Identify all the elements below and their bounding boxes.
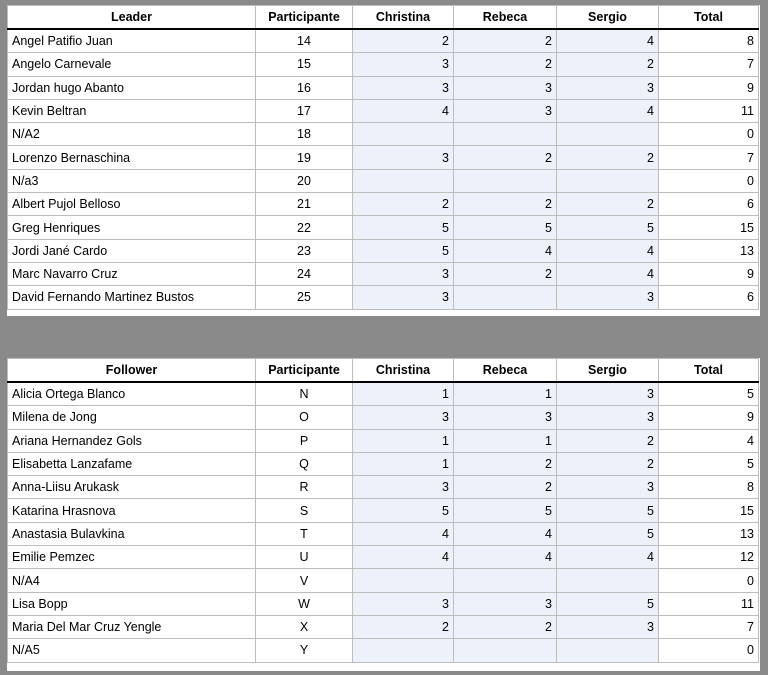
leader-table-panel	[7, 5, 760, 316]
follower-cell-christina[interactable]: 4	[353, 546, 454, 569]
follower-cell-total[interactable]: 0	[659, 639, 759, 662]
follower-cell-rebeca[interactable]: 1	[454, 429, 557, 452]
follower-table	[7, 358, 759, 663]
follower-cell-participante[interactable]: U	[256, 546, 353, 569]
follower-cell-rebeca[interactable]: 3	[454, 406, 557, 429]
follower-cell-rebeca[interactable]: 2	[454, 615, 557, 638]
follower-cell-total[interactable]: 8	[659, 476, 759, 499]
follower-cell-name[interactable]: Alicia Ortega Blanco	[8, 382, 256, 406]
leader-cell-christina[interactable]: 3	[353, 53, 454, 76]
leader-cell-sergio[interactable]	[557, 123, 659, 146]
table-row	[8, 476, 759, 499]
leader-cell-total[interactable]: 7	[659, 53, 759, 76]
leader-header-christina[interactable]: Christina	[353, 6, 454, 30]
follower-cell-name[interactable]: N/A5	[8, 639, 256, 662]
follower-cell-total[interactable]: 5	[659, 382, 759, 406]
follower-cell-sergio[interactable]: 3	[557, 406, 659, 429]
leader-cell-total[interactable]: 6	[659, 193, 759, 216]
table-row	[8, 406, 759, 429]
leader-cell-rebeca[interactable]	[454, 123, 557, 146]
follower-cell-sergio[interactable]	[557, 569, 659, 592]
leader-cell-name[interactable]: Jordan hugo Abanto	[8, 76, 256, 99]
leader-cell-participante[interactable]: 18	[256, 123, 353, 146]
leader-cell-sergio[interactable]: 4	[557, 239, 659, 262]
table-row	[8, 29, 759, 53]
leader-cell-rebeca[interactable]: 3	[454, 99, 557, 122]
leader-cell-christina[interactable]: 3	[353, 262, 454, 285]
leader-header-total[interactable]: Total	[659, 6, 759, 30]
leader-cell-name[interactable]: Angelo Carnevale	[8, 53, 256, 76]
leader-cell-participante[interactable]: 16	[256, 76, 353, 99]
table-row	[8, 546, 759, 569]
follower-cell-sergio[interactable]: 5	[557, 592, 659, 615]
table-row	[8, 216, 759, 239]
leader-cell-rebeca[interactable]: 2	[454, 29, 557, 53]
follower-cell-christina[interactable]: 3	[353, 406, 454, 429]
follower-header-participante[interactable]: Participante	[256, 359, 353, 383]
follower-cell-participante[interactable]: X	[256, 615, 353, 638]
leader-cell-rebeca[interactable]	[454, 286, 557, 309]
table-row	[8, 569, 759, 592]
leader-cell-name[interactable]: Angel Patifio Juan	[8, 29, 256, 53]
leader-cell-sergio[interactable]: 2	[557, 53, 659, 76]
follower-cell-christina[interactable]: 2	[353, 615, 454, 638]
follower-table-panel	[7, 358, 760, 671]
table-row	[8, 382, 759, 406]
follower-cell-sergio[interactable]: 3	[557, 476, 659, 499]
follower-cell-name[interactable]: Maria Del Mar Cruz Yengle	[8, 615, 256, 638]
leader-cell-participante[interactable]: 14	[256, 29, 353, 53]
follower-cell-sergio[interactable]: 2	[557, 429, 659, 452]
follower-cell-participante[interactable]: T	[256, 522, 353, 545]
leader-cell-name[interactable]: Marc Navarro Cruz	[8, 262, 256, 285]
follower-header-row	[8, 359, 759, 383]
leader-cell-rebeca[interactable]	[454, 169, 557, 192]
leader-cell-total[interactable]: 9	[659, 262, 759, 285]
follower-cell-participante[interactable]: S	[256, 499, 353, 522]
leader-cell-participante[interactable]: 21	[256, 193, 353, 216]
follower-cell-sergio[interactable]: 3	[557, 382, 659, 406]
leader-header-rebeca[interactable]: Rebeca	[454, 6, 557, 30]
leader-cell-sergio[interactable]: 2	[557, 146, 659, 169]
follower-cell-name[interactable]: Anastasia Bulavkina	[8, 522, 256, 545]
leader-cell-name[interactable]: N/A2	[8, 123, 256, 146]
follower-cell-christina[interactable]: 4	[353, 522, 454, 545]
follower-cell-name[interactable]: Elisabetta Lanzafame	[8, 452, 256, 475]
leader-cell-sergio[interactable]: 2	[557, 193, 659, 216]
table-row	[8, 429, 759, 452]
leader-cell-participante[interactable]: 15	[256, 53, 353, 76]
follower-cell-sergio[interactable]: 4	[557, 546, 659, 569]
follower-header-name[interactable]: Follower	[8, 359, 256, 383]
follower-cell-christina[interactable]: 5	[353, 499, 454, 522]
follower-header-sergio[interactable]: Sergio	[557, 359, 659, 383]
follower-cell-christina[interactable]	[353, 569, 454, 592]
table-row	[8, 193, 759, 216]
follower-cell-sergio[interactable]: 5	[557, 522, 659, 545]
table-row	[8, 123, 759, 146]
leader-cell-name[interactable]: Jordi Jané Cardo	[8, 239, 256, 262]
leader-cell-rebeca[interactable]: 5	[454, 216, 557, 239]
follower-cell-name[interactable]: Lisa Bopp	[8, 592, 256, 615]
leader-header-row	[8, 6, 759, 30]
follower-cell-christina[interactable]: 1	[353, 429, 454, 452]
table-row	[8, 499, 759, 522]
leader-cell-sergio[interactable]: 3	[557, 76, 659, 99]
follower-cell-name[interactable]: N/A4	[8, 569, 256, 592]
leader-cell-rebeca[interactable]: 2	[454, 146, 557, 169]
leader-cell-name[interactable]: Albert Pujol Belloso	[8, 193, 256, 216]
follower-cell-rebeca[interactable]: 4	[454, 546, 557, 569]
leader-cell-name[interactable]: David Fernando Martinez Bustos	[8, 286, 256, 309]
leader-cell-christina[interactable]: 2	[353, 29, 454, 53]
table-row	[8, 99, 759, 122]
follower-cell-participante[interactable]: R	[256, 476, 353, 499]
table-row	[8, 169, 759, 192]
leader-cell-sergio[interactable]: 4	[557, 99, 659, 122]
follower-cell-sergio[interactable]: 5	[557, 499, 659, 522]
follower-cell-name[interactable]: Katarina Hrasnova	[8, 499, 256, 522]
follower-cell-participante[interactable]: N	[256, 382, 353, 406]
leader-cell-sergio[interactable]: 4	[557, 29, 659, 53]
follower-cell-rebeca[interactable]: 5	[454, 499, 557, 522]
leader-header-sergio[interactable]: Sergio	[557, 6, 659, 30]
follower-cell-rebeca[interactable]: 2	[454, 476, 557, 499]
follower-cell-participante[interactable]: V	[256, 569, 353, 592]
leader-cell-participante[interactable]: 23	[256, 239, 353, 262]
follower-header-christina[interactable]: Christina	[353, 359, 454, 383]
leader-cell-christina[interactable]: 2	[353, 193, 454, 216]
leader-cell-participante[interactable]: 22	[256, 216, 353, 239]
follower-cell-christina[interactable]	[353, 639, 454, 662]
table-row	[8, 76, 759, 99]
follower-cell-rebeca[interactable]	[454, 569, 557, 592]
table-row	[8, 239, 759, 262]
leader-cell-christina[interactable]: 3	[353, 146, 454, 169]
follower-cell-christina[interactable]: 1	[353, 452, 454, 475]
follower-cell-sergio[interactable]: 2	[557, 452, 659, 475]
leader-cell-name[interactable]: Kevin Beltran	[8, 99, 256, 122]
leader-cell-name[interactable]: N/a3	[8, 169, 256, 192]
leader-cell-participante[interactable]: 25	[256, 286, 353, 309]
follower-cell-rebeca[interactable]: 2	[454, 452, 557, 475]
leader-cell-total[interactable]: 9	[659, 76, 759, 99]
leader-cell-sergio[interactable]: 4	[557, 262, 659, 285]
leader-cell-participante[interactable]: 24	[256, 262, 353, 285]
follower-cell-name[interactable]: Emilie Pemzec	[8, 546, 256, 569]
leader-cell-total[interactable]: 7	[659, 146, 759, 169]
leader-cell-rebeca[interactable]: 4	[454, 239, 557, 262]
follower-cell-participante[interactable]: O	[256, 406, 353, 429]
table-row	[8, 592, 759, 615]
leader-cell-participante[interactable]: 19	[256, 146, 353, 169]
follower-cell-participante[interactable]: Q	[256, 452, 353, 475]
follower-cell-name[interactable]: Ariana Hernandez Gols	[8, 429, 256, 452]
leader-cell-total[interactable]: 0	[659, 123, 759, 146]
follower-cell-sergio[interactable]: 3	[557, 615, 659, 638]
leader-cell-christina[interactable]	[353, 123, 454, 146]
table-row	[8, 262, 759, 285]
follower-cell-sergio[interactable]	[557, 639, 659, 662]
follower-cell-total[interactable]: 11	[659, 592, 759, 615]
leader-cell-total[interactable]: 15	[659, 216, 759, 239]
leader-cell-sergio[interactable]: 3	[557, 286, 659, 309]
follower-cell-total[interactable]: 0	[659, 569, 759, 592]
follower-cell-total[interactable]: 4	[659, 429, 759, 452]
leader-cell-rebeca[interactable]: 2	[454, 193, 557, 216]
leader-cell-christina[interactable]: 3	[353, 286, 454, 309]
table-row	[8, 452, 759, 475]
leader-cell-christina[interactable]: 5	[353, 216, 454, 239]
table-row	[8, 286, 759, 309]
follower-cell-participante[interactable]: P	[256, 429, 353, 452]
follower-cell-christina[interactable]: 3	[353, 476, 454, 499]
follower-cell-total[interactable]: 13	[659, 522, 759, 545]
leader-header-participante[interactable]: Participante	[256, 6, 353, 30]
follower-cell-name[interactable]: Anna-Liisu Arukask	[8, 476, 256, 499]
follower-cell-total[interactable]: 9	[659, 406, 759, 429]
follower-cell-total[interactable]: 15	[659, 499, 759, 522]
leader-cell-rebeca[interactable]: 2	[454, 262, 557, 285]
follower-header-rebeca[interactable]: Rebeca	[454, 359, 557, 383]
leader-cell-participante[interactable]: 17	[256, 99, 353, 122]
leader-cell-name[interactable]: Greg Henriques	[8, 216, 256, 239]
leader-cell-total[interactable]: 0	[659, 169, 759, 192]
table-row	[8, 522, 759, 545]
leader-cell-total[interactable]: 13	[659, 239, 759, 262]
follower-cell-christina[interactable]: 3	[353, 592, 454, 615]
leader-table	[7, 5, 759, 310]
leader-cell-rebeca[interactable]: 2	[454, 53, 557, 76]
follower-cell-participante[interactable]: W	[256, 592, 353, 615]
follower-cell-rebeca[interactable]	[454, 639, 557, 662]
leader-cell-christina[interactable]: 4	[353, 99, 454, 122]
follower-cell-rebeca[interactable]: 3	[454, 592, 557, 615]
follower-header-total[interactable]: Total	[659, 359, 759, 383]
follower-cell-total[interactable]: 7	[659, 615, 759, 638]
follower-cell-total[interactable]: 5	[659, 452, 759, 475]
leader-cell-christina[interactable]: 3	[353, 76, 454, 99]
follower-cell-christina[interactable]: 1	[353, 382, 454, 406]
leader-cell-christina[interactable]: 5	[353, 239, 454, 262]
table-row	[8, 53, 759, 76]
leader-cell-participante[interactable]: 20	[256, 169, 353, 192]
table-row	[8, 615, 759, 638]
table-row	[8, 639, 759, 662]
leader-cell-christina[interactable]	[353, 169, 454, 192]
follower-cell-rebeca[interactable]: 4	[454, 522, 557, 545]
follower-cell-total[interactable]: 12	[659, 546, 759, 569]
leader-cell-total[interactable]: 6	[659, 286, 759, 309]
leader-cell-rebeca[interactable]: 3	[454, 76, 557, 99]
leader-cell-sergio[interactable]: 5	[557, 216, 659, 239]
leader-header-name[interactable]: Leader	[8, 6, 256, 30]
leader-cell-name[interactable]: Lorenzo Bernaschina	[8, 146, 256, 169]
follower-cell-rebeca[interactable]: 1	[454, 382, 557, 406]
leader-cell-sergio[interactable]	[557, 169, 659, 192]
leader-cell-total[interactable]: 8	[659, 29, 759, 53]
follower-cell-participante[interactable]: Y	[256, 639, 353, 662]
follower-cell-name[interactable]: Milena de Jong	[8, 406, 256, 429]
leader-cell-total[interactable]: 11	[659, 99, 759, 122]
table-row	[8, 146, 759, 169]
